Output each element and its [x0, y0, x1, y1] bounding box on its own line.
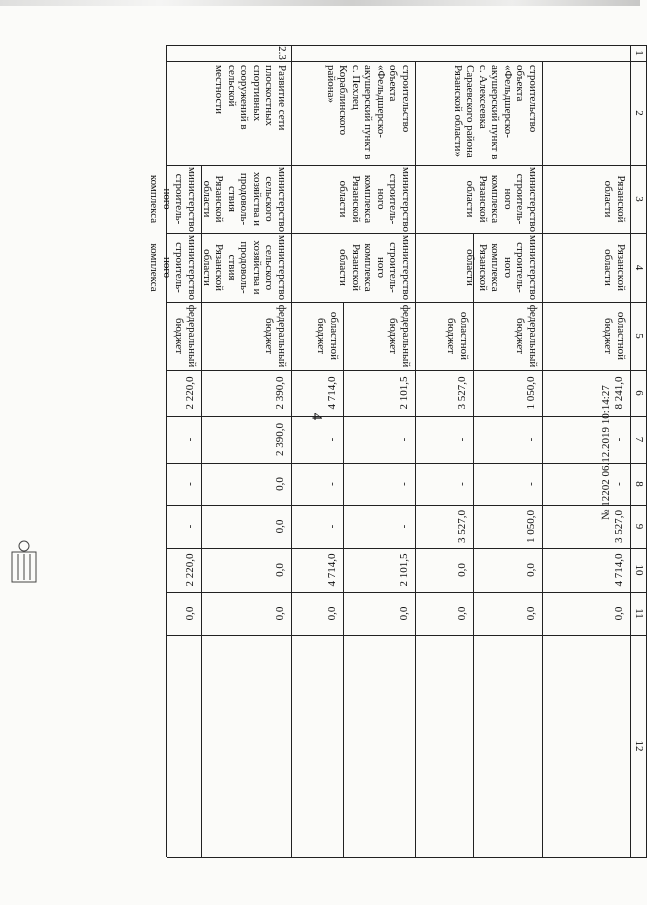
row-value-c8: -	[326, 482, 338, 486]
row-c4: Рязанской области	[602, 244, 627, 291]
row-c4: министерство строитель- ного комплекса Рязанской области	[464, 235, 539, 301]
grid-vline	[167, 302, 647, 303]
scan-edge-noise	[0, 0, 640, 6]
row-c3: министерство строитель- ного комплекса	[148, 167, 198, 233]
row-value-c7: -	[456, 437, 468, 442]
row-value-c7: -	[326, 437, 338, 442]
row-c5: федеральный бюджет	[514, 304, 539, 368]
row-c3: министерство строитель- ного комплекса Рязанской области	[464, 167, 539, 233]
column-header-1: 1	[633, 50, 645, 56]
row-value-c9: -	[184, 524, 196, 529]
row-c4: министерство сельского хозяйства и продоволь- ствия Рязанской области	[201, 235, 288, 301]
grid-vline	[167, 61, 647, 62]
registry-stamp	[10, 540, 40, 584]
row-name: строительство объекта «Фельдшерско- акушерский пункт в с. Алексеевка Сараевского района Рязанской области»	[452, 65, 539, 160]
row-c5: областной бюджет	[445, 311, 470, 361]
row-value-c7: -	[525, 437, 537, 442]
row-value-c11: 0,0	[525, 606, 537, 621]
row-value-c7: -	[184, 437, 196, 442]
row-value-c8: -	[398, 482, 410, 486]
row-c3: министерство сельского хозяйства и продоволь- ствия Рязанской области	[201, 167, 288, 233]
row-value-c10: 0,0	[525, 563, 537, 577]
row-value-c10: 4 714,0	[613, 553, 625, 587]
row-value-c6: 4 714,0	[326, 376, 338, 410]
row-value-c9: -	[398, 524, 410, 529]
rotated-table-area	[55, 45, 647, 857]
row-value-c8: -	[525, 482, 537, 486]
grid-hline	[542, 61, 543, 857]
grid-vline	[167, 857, 647, 858]
column-header-11: 11	[633, 608, 645, 619]
registration-text: № 12202 06.12.2019 10:14:27	[600, 385, 612, 520]
row-value-c11: 0,0	[326, 606, 338, 621]
column-header-6: 6	[633, 390, 645, 396]
row-value-c9: 0,0	[274, 519, 286, 534]
row-c3: министерство строитель- ного комплекса Рязанской области	[337, 167, 412, 233]
budget-table	[55, 45, 647, 857]
grid-hline	[291, 45, 292, 857]
row-value-c6: 1 050,0	[525, 376, 537, 410]
row-value-c10: 0,0	[456, 563, 468, 577]
row-name: Развитие сети плоскостных спортивных сооружений в сельской местности	[213, 65, 288, 131]
grid-hline	[473, 233, 474, 857]
row-name: строительство объекта «Фельдшерско- акушерский пункт в с. Пехлец Кораблинского района»	[325, 65, 412, 160]
row-id: 2.3	[276, 46, 288, 60]
row-c5: федеральный бюджет	[173, 304, 198, 368]
grid-hline	[630, 45, 631, 857]
row-value-c10: 2 101,5	[398, 553, 410, 587]
row-c4: министерство строитель- ного комплекса Рязанской области	[337, 235, 412, 301]
row-value-c6: 2 390,0	[274, 376, 286, 410]
column-header-9: 9	[633, 523, 645, 530]
row-value-c7: -	[398, 437, 410, 442]
row-value-c8: -	[456, 482, 468, 486]
row-value-c10: 0,0	[274, 563, 286, 577]
row-value-c9: 3 527,0	[456, 510, 468, 543]
row-value-c8: 0,0	[274, 477, 286, 491]
column-header-5: 5	[633, 333, 645, 339]
row-c5: федеральный бюджет	[387, 304, 412, 368]
column-header-2: 2	[633, 110, 645, 116]
row-value-c11: 0,0	[398, 606, 410, 621]
row-value-c6: 8 241,0	[613, 376, 625, 410]
column-header-7: 7	[633, 436, 645, 443]
row-c5: областной бюджет	[315, 311, 340, 361]
column-header-4: 4	[633, 264, 645, 271]
row-value-c10: 2 220,0	[184, 553, 196, 587]
row-value-c11: 0,0	[274, 606, 286, 621]
row-value-c9: 3 527,0	[613, 510, 625, 543]
row-c5: областной бюджет	[602, 311, 627, 361]
row-c4: министерство строитель- ного комплекса	[148, 235, 198, 301]
column-header-12: 12	[633, 740, 645, 752]
row-value-c8: -	[184, 482, 196, 486]
column-header-3: 3	[633, 196, 645, 202]
row-c3: Рязанской области	[602, 175, 627, 223]
row-value-c6: 2 220,0	[184, 376, 196, 410]
grid-vline	[167, 165, 647, 166]
row-value-c9: 1 050,0	[525, 510, 537, 543]
row-value-c9: -	[326, 524, 338, 529]
row-value-c6: 3 527,0	[456, 376, 468, 410]
column-header-8: 8	[633, 481, 645, 487]
row-value-c11: 0,0	[184, 606, 196, 621]
grid-vline	[167, 45, 647, 46]
row-value-c10: 4 714,0	[326, 553, 338, 587]
row-value-c7: -	[613, 437, 625, 442]
row-value-c11: 0,0	[456, 606, 468, 621]
grid-vline	[167, 635, 647, 636]
row-value-c8: -	[613, 482, 625, 486]
grid-hline	[343, 302, 344, 857]
row-value-c7: 2 390,0	[274, 423, 286, 456]
column-header-10: 10	[633, 564, 645, 576]
grid-vline	[167, 233, 647, 234]
grid-hline	[415, 61, 416, 857]
row-value-c6: 2 101,5	[398, 376, 410, 410]
row-c5: федеральный бюджет	[263, 304, 288, 368]
row-value-c11: 0,0	[613, 606, 625, 621]
